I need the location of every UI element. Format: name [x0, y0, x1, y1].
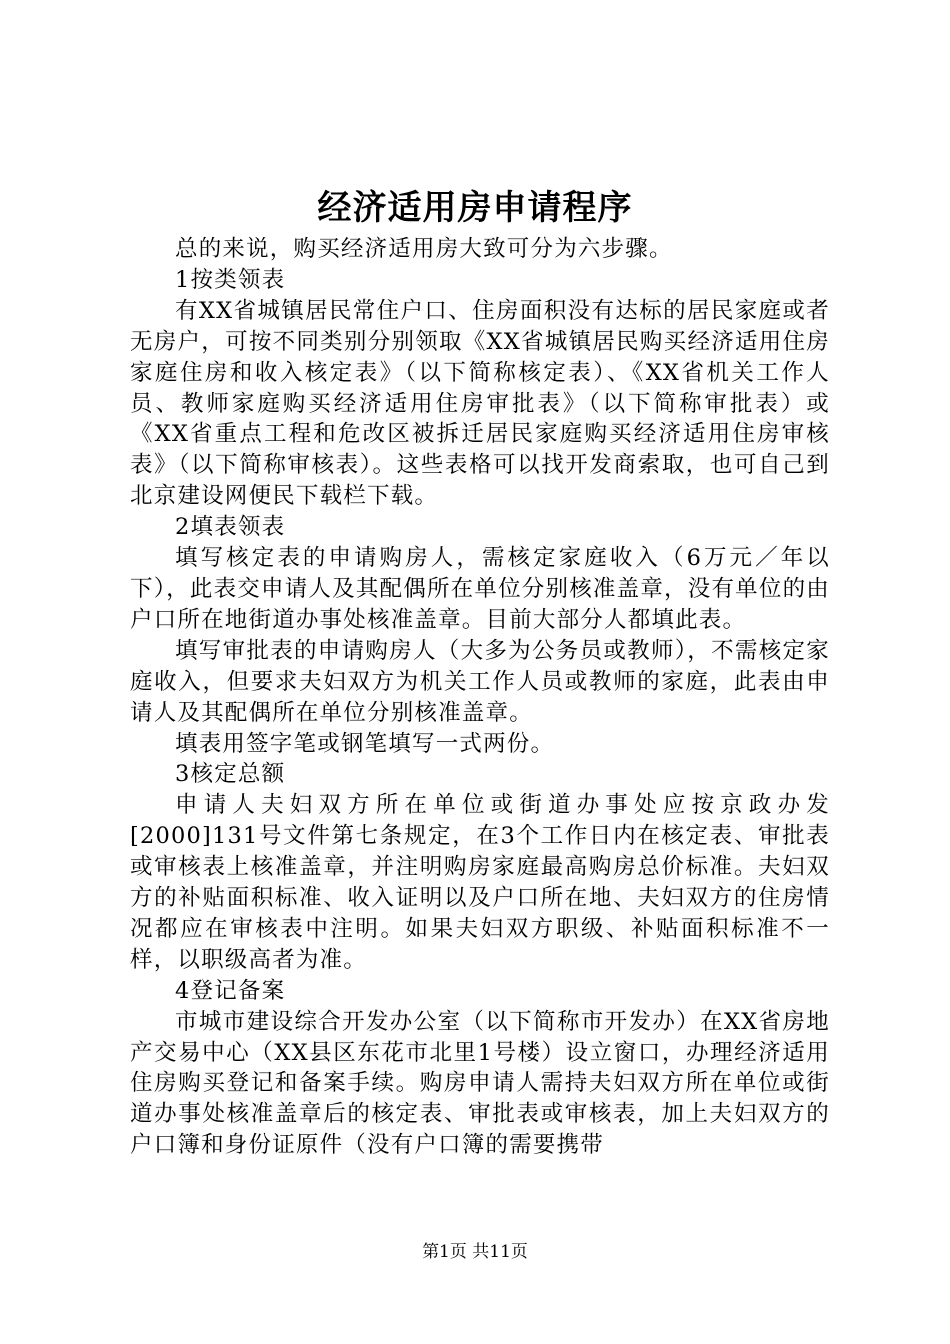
- step-heading: 1按类领表: [175, 266, 286, 293]
- body-paragraph: 市城市建设综合开发办公室（以下简称市开发办）在XX省房地产交易中心（XX县区东花市北里1号楼）设立窗口，办理经济适用住房购买登记和备案手续。购房申请人需持夫妇双方所在单位或街道办事处核准盖章后的核定表、审批表或审核表，加上夫妇双方的户口簿和身份证原件（没有户口簿的需要携带: [130, 1008, 830, 1159]
- body-paragraph: 填写核定表的申请购房人，需核定家庭收入（6万元／年以下），此表交申请人及其配偶所在单位分别核准盖章，没有单位的由户口所在地街道办事处核准盖章。目前大部分人都填此表。: [130, 545, 830, 633]
- body-paragraph: 填表用签字笔或钢笔填写一式两份。: [175, 730, 555, 757]
- step-heading: 2填表领表: [175, 514, 286, 541]
- document-title: 经济适用房申请程序: [317, 188, 633, 228]
- body-paragraph: 申请人夫妇双方所在单位或街道办事处应按京政办发[2000]131号文件第七条规定，在3个工作日内在核定表、审批表或审核表上核准盖章，并注明购房家庭最高购房总价标准。夫妇双方的补贴面积标准、收入证明以及户口所在地、夫妇双方的住房情况都应在审核表中注明。如果夫妇双方职级、补贴面积标准不一样，以职级高者为准。: [130, 792, 830, 973]
- step-heading: 3核定总额: [175, 761, 286, 788]
- step-heading: 4登记备案: [175, 977, 286, 1004]
- body-paragraph: 填写审批表的申请购房人（大多为公务员或教师），不需核定家庭收入，但要求夫妇双方为机关工作人员或教师的家庭，此表由申请人及其配偶所在单位分别核准盖章。: [130, 637, 830, 726]
- intro-paragraph: 总的来说，购买经济适用房大致可分为六步骤。: [175, 236, 673, 262]
- page-footer: 第1页 共11页: [422, 1242, 528, 1262]
- body-paragraph: 有XX省城镇居民常住户口、住房面积没有达标的居民家庭或者无房户，可按不同类别分别领取《XX省城镇居民购买经济适用住房家庭住房和收入核定表》（以下简称核定表）、《XX省机关工作人员、教师家庭购买经济适用住房审批表》（以下简称审批表）或《XX省重点工程和危改区被拆迁居民家庭购买经济适用住房审核表》（以下简称审核表）。这些表格可以找开发商索取，也可自己到北京建设网便民下载栏下载。: [130, 297, 830, 510]
- document-body: [130, 234, 830, 1161]
